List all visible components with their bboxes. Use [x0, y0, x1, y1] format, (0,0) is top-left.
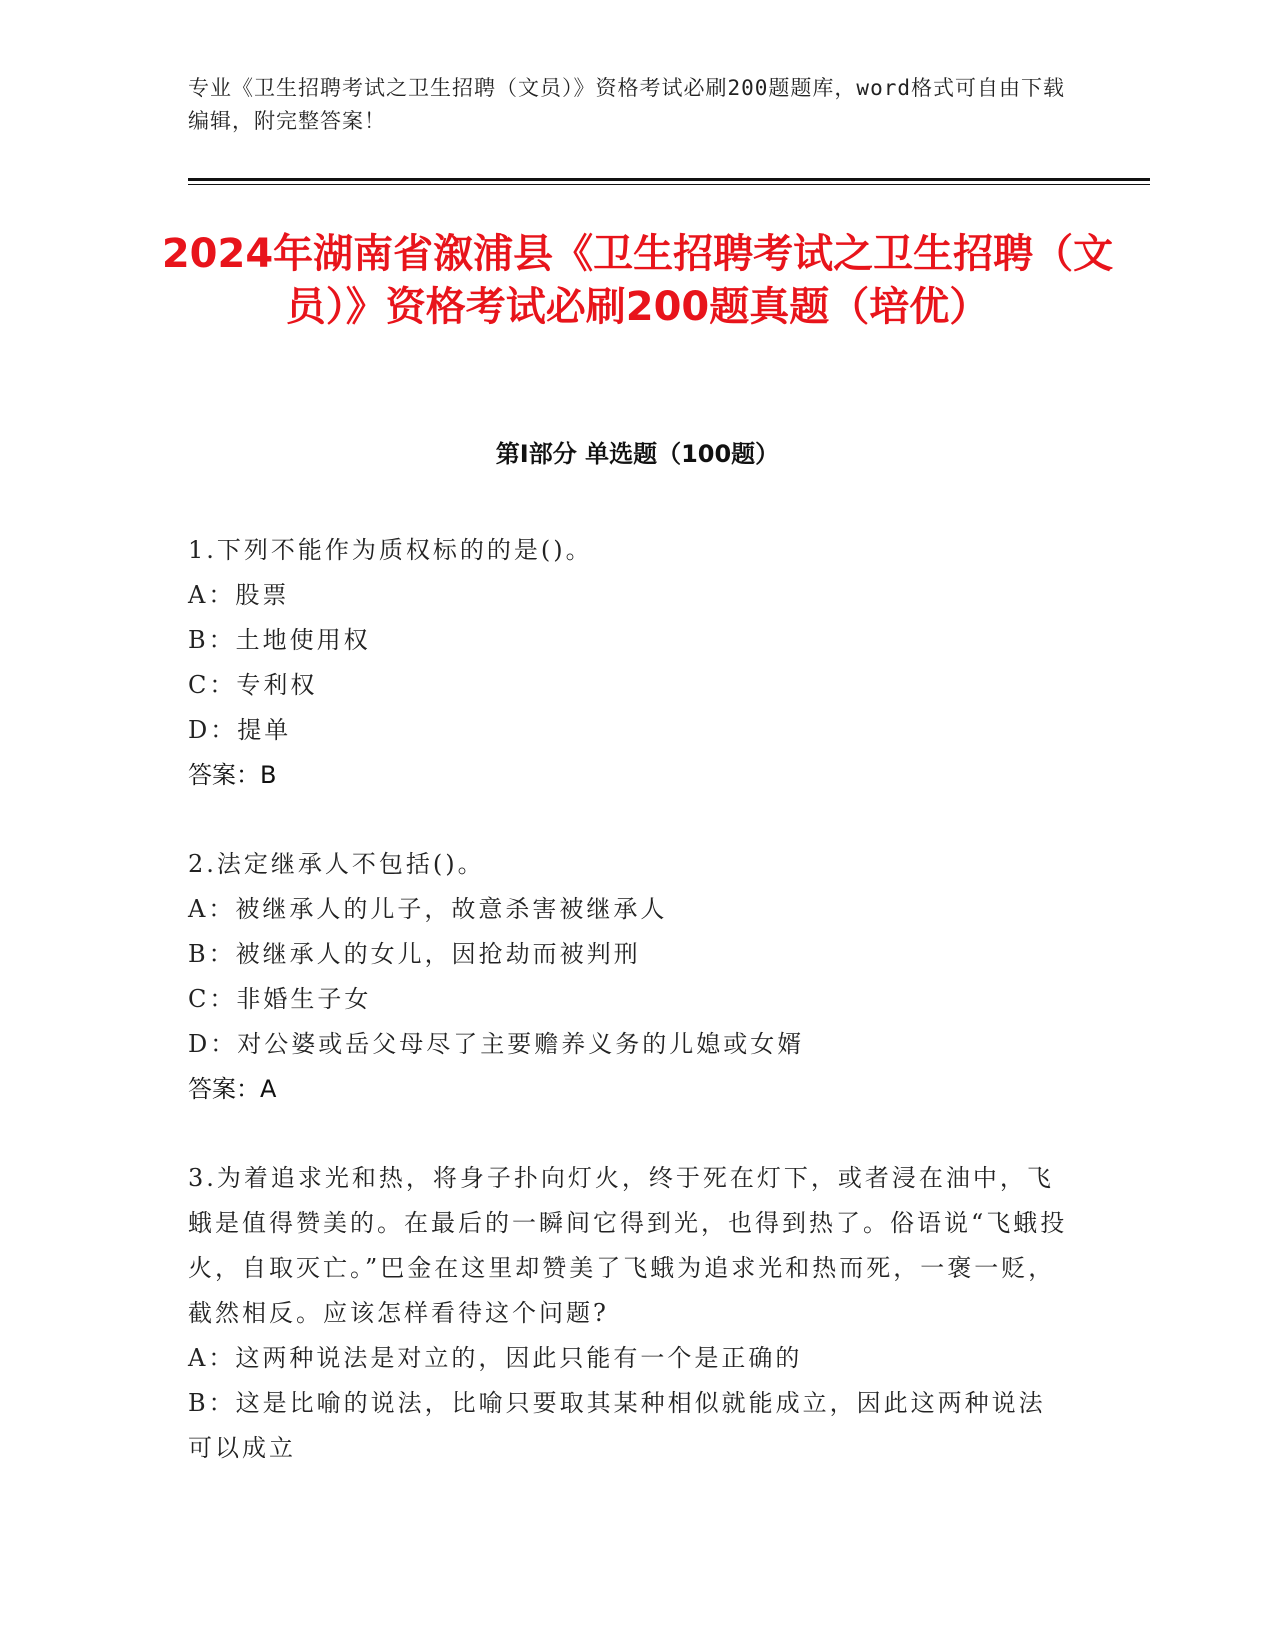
option-a: A：这两种说法是对立的，因此只能有一个是正确的	[188, 1344, 803, 1372]
question-stem: 2.法定继承人不包括()。	[188, 850, 485, 878]
header-rule	[188, 178, 1150, 181]
question-2	[188, 842, 1068, 1112]
answer-label: 答案：B	[188, 761, 277, 789]
header-note: 专业《卫生招聘考试之卫生招聘（文员）》资格考试必刷200题题库，word格式可自由下载编辑，附完整答案！	[188, 76, 1065, 133]
answer-label: 答案：A	[188, 1075, 277, 1103]
option-c: C：非婚生子女	[188, 985, 372, 1013]
document-title: 2024年湖南省溆浦县《卫生招聘考试之卫生招聘（文员）》资格考试必刷200题真题（培优）	[161, 231, 1114, 330]
option-b: B：被继承人的女儿，因抢劫而被判刑	[188, 940, 641, 968]
option-d: D：提单	[188, 716, 292, 744]
option-c: C：专利权	[188, 671, 318, 699]
question-list	[188, 528, 1068, 1515]
option-a: A：被继承人的儿子，故意杀害被继承人	[188, 895, 668, 923]
option-a: A：股票	[188, 581, 290, 609]
option-b: B：这是比喻的说法，比喻只要取其某种相似就能成立，因此这两种说法可以成立	[188, 1389, 1046, 1462]
option-d: D：对公婆或岳父母尽了主要赡养义务的儿媳或女婿	[188, 1030, 805, 1058]
question-1	[188, 528, 1068, 798]
section-title: 第I部分 单选题（100题）	[495, 440, 780, 468]
question-3	[188, 1156, 1068, 1471]
question-stem: 1.下列不能作为质权标的的是()。	[188, 536, 593, 564]
header-rule-thin	[188, 184, 1150, 185]
option-b: B：土地使用权	[188, 626, 371, 654]
question-stem: 3.为着追求光和热，将身子扑向灯火，终于死在灯下，或者浸在油中，飞蛾是值得赞美的。在最后的一瞬间它得到光，也得到热了。俗语说“飞蛾投火，自取灭亡。”巴金在这里却赞美了飞蛾为追求光和热而死，一褒一贬，截然相反。应该怎样看待这个问题?	[188, 1164, 1068, 1327]
